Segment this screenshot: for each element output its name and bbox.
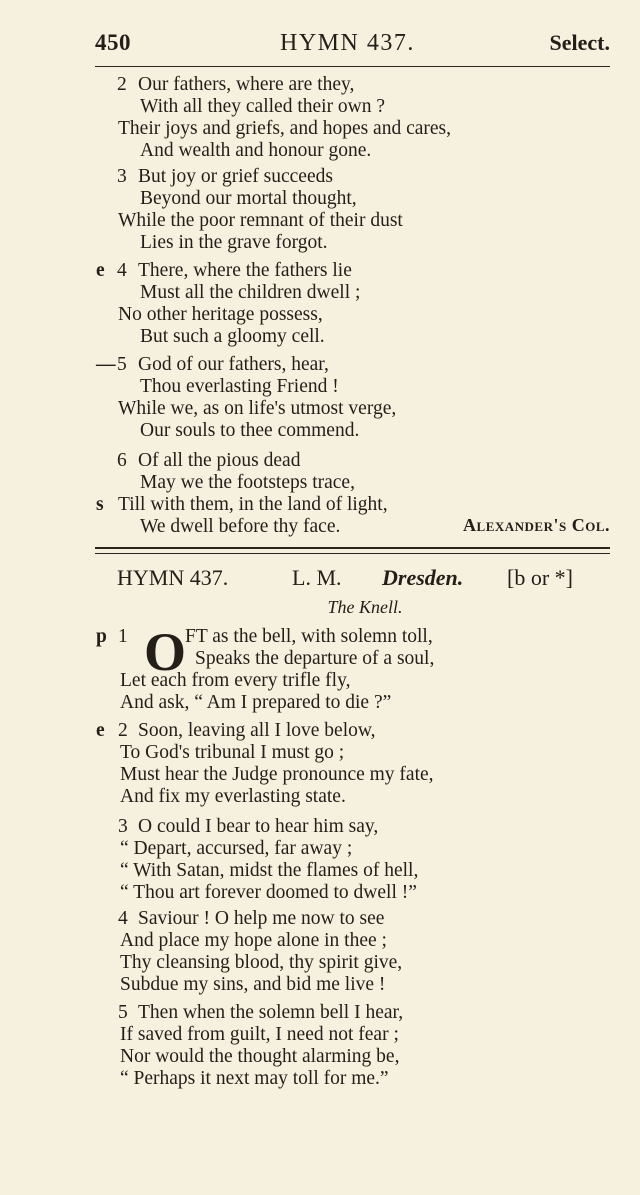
verse-line [0,626,640,648]
verse-line [0,376,640,398]
verse-text: And place my hope alone in thee ; [120,930,387,951]
verse-line [0,96,640,118]
verse-line [0,720,640,742]
stanza-number: 1 [118,626,128,647]
verse-line [0,118,640,140]
verse-text: May we the footsteps trace, [140,472,355,493]
verse-text: “ Thou art forever doomed to dwell !” [120,882,417,903]
verse-line [0,952,640,974]
verse-text: Speaks the departure of a soul, [195,648,435,669]
verse-line [0,882,640,904]
verse-text: Saviour ! O help me now to see [138,908,385,929]
verse-text: While the poor remnant of their dust [118,210,403,231]
verse-text: Thou everlasting Friend ! [140,376,339,397]
verse-line [0,398,640,420]
hymn-a-stanza [0,260,640,348]
verse-text: Must hear the Judge pronounce my fate, [120,764,434,785]
drop-cap: O [144,622,187,682]
hymn-a-stanza [0,74,640,162]
header-rule [95,66,610,67]
verse-text: Beyond our mortal thought, [140,188,357,209]
stanza-number: 2 [117,74,127,95]
verse-line [0,140,640,162]
verse-text: FT as the bell, with solemn toll, [185,626,433,647]
section-label: Select. [549,30,610,55]
verse-text: We dwell before thy face. [140,516,341,537]
verse-line [0,838,640,860]
hymn-b-subtitle: The Knell. [327,597,403,617]
verse-text: Then when the solemn bell I hear, [138,1002,404,1023]
verse-line [0,420,640,442]
verse-line [0,304,640,326]
page-number: 450 [95,30,131,55]
stanza-number: 2 [118,720,128,741]
verse-text: Till with them, in the land of light, [118,494,388,515]
stanza-number: 5 [118,1002,128,1023]
verse-line [0,1068,640,1090]
hymn-a-stanza [0,166,640,254]
dynamic-mark: s [96,494,104,515]
hymn-b-meter: L. M. [292,565,342,590]
verse-line [0,764,640,786]
verse-text: Lies in the grave forgot. [140,232,328,253]
verse-line [0,692,640,714]
verse-text: While we, as on life's utmost verge, [118,398,397,419]
attribution: Alexander's Col. [463,515,610,535]
verse-text: Their joys and griefs, and hopes and cares, [118,118,452,139]
stanza-number: 3 [118,816,128,837]
verse-line [0,742,640,764]
hymn-b-stanza [0,622,640,714]
verse-line [0,930,640,952]
verse-line [0,670,640,692]
verse-line [0,494,640,516]
verse-text: Of all the pious dead [138,450,301,471]
verse-text: No other heritage possess, [118,304,323,325]
dynamic-mark: e [96,260,105,281]
verse-line [0,816,640,838]
verse-text: Our souls to thee commend. [140,420,360,441]
hymn-b-heading [117,565,617,595]
hymn-b-stanza [0,908,640,996]
verse-text: And wealth and honour gone. [140,140,372,161]
verse-line [0,282,640,304]
verse-text: But such a gloomy cell. [140,326,325,347]
verse-text: “ Perhaps it next may toll for me.” [120,1068,389,1089]
running-title: HYMN 437. [280,30,415,56]
verse-line [0,260,640,282]
stanza-number: 4 [118,908,128,929]
hymn-b-tune: Dresden. [382,565,464,590]
verse-text: Subdue my sins, and bid me live ! [120,974,386,995]
verse-text: God of our fathers, hear, [138,354,329,375]
verse-text: There, where the fathers lie [138,260,352,281]
verse-text: And fix my everlasting state. [120,786,346,807]
verse-line [0,232,640,254]
verse-line [0,860,640,882]
verse-text: Must all the children dwell ; [140,282,361,303]
verse-line [0,1046,640,1068]
verse-line [0,1024,640,1046]
verse-line [0,974,640,996]
verse-line [0,786,640,808]
verse-line [0,188,640,210]
verse-line [0,908,640,930]
page-header [95,30,610,62]
stanza-number: 6 [117,450,127,471]
hymn-b-key: [b or *] [507,565,573,590]
verse-line [0,450,640,472]
verse-line [0,326,640,348]
hymn-b-stanza [0,1002,640,1090]
verse-text: “ Depart, accursed, far away ; [120,838,353,859]
verse-line [0,210,640,232]
verse-line [0,472,640,494]
dynamic-mark: e [96,720,105,741]
verse-text: O could I bear to hear him say, [138,816,379,837]
verse-line [0,354,640,376]
stanza-number: 5 [117,354,127,375]
verse-line [0,74,640,96]
verse-text: Let each from every trifle fly, [120,670,351,691]
verse-text: Thy cleansing blood, thy spirit give, [120,952,403,973]
verse-text: If saved from guilt, I need not fear ; [120,1024,399,1045]
verse-text: With all they called their own ? [140,96,386,117]
hymn-b-stanza [0,816,640,904]
dynamic-mark: — [96,354,116,375]
hymn-divider [95,547,610,554]
dynamic-mark: p [96,626,107,647]
hymn-b-stanza [0,720,640,808]
stanza-number: 3 [117,166,127,187]
verse-text: Nor would the thought alarming be, [120,1046,400,1067]
hymn-b-label: HYMN 437. [117,565,229,590]
verse-text: Our fathers, where are they, [138,74,355,95]
verse-line [0,1002,640,1024]
verse-line [0,648,640,670]
verse-line [0,166,640,188]
verse-text: Soon, leaving all I love below, [138,720,376,741]
verse-text: And ask, “ Am I prepared to die ?” [120,692,392,713]
verse-text: But joy or grief succeeds [138,166,333,187]
verse-text: “ With Satan, midst the flames of hell, [120,860,419,881]
verse-text: To God's tribunal I must go ; [120,742,345,763]
hymn-a-stanza [0,354,640,442]
stanza-number: 4 [117,260,127,281]
